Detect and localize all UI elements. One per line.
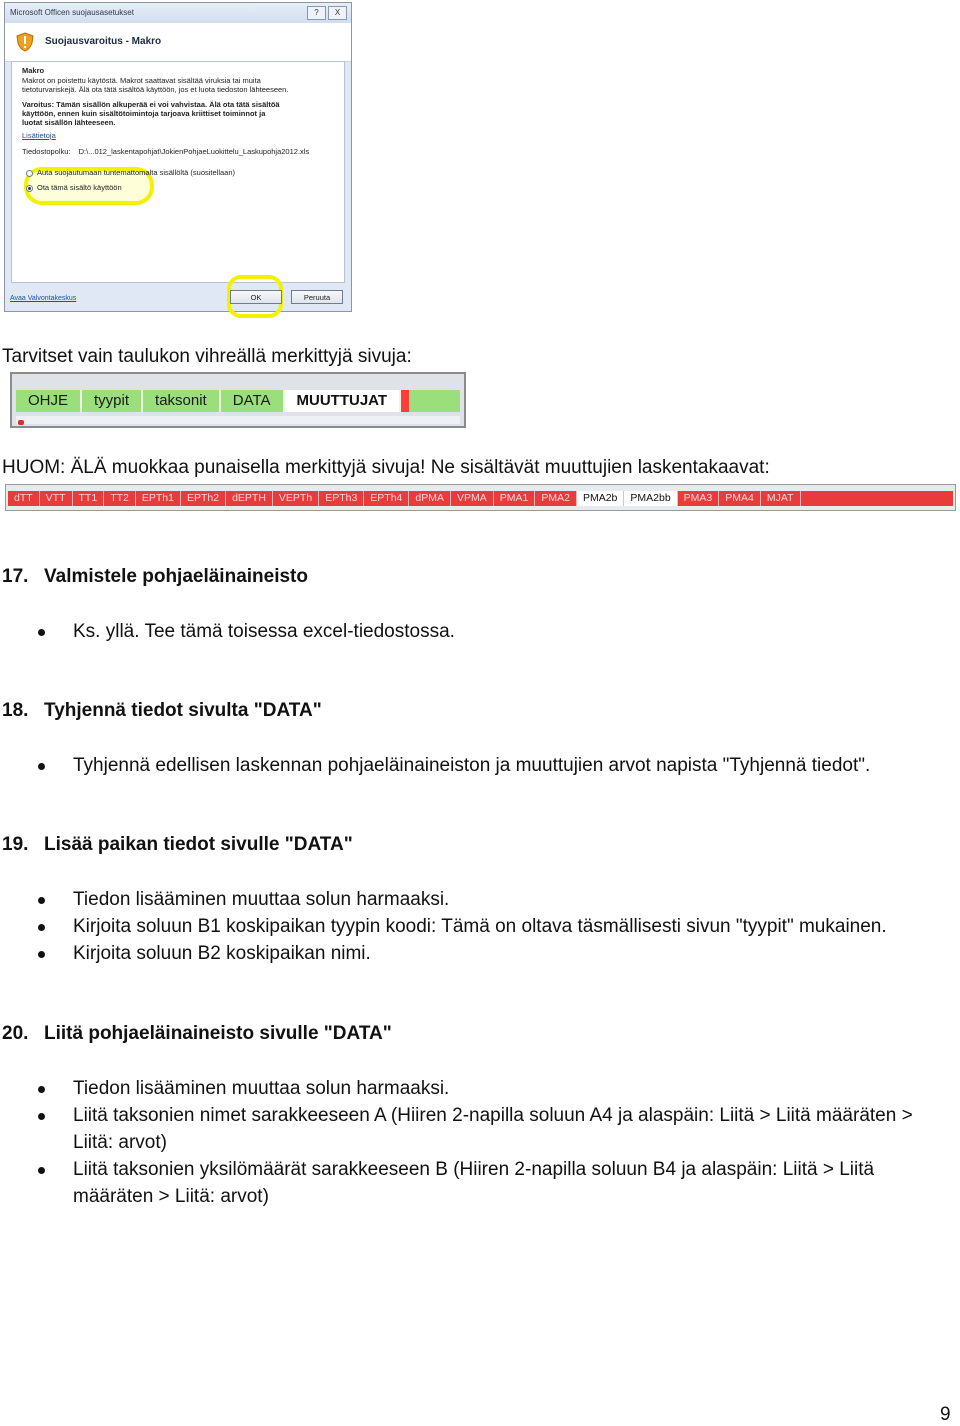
security-dialog-screenshot	[4, 2, 352, 312]
section-title: Tyhjennä tiedot sivulta "DATA"	[44, 700, 322, 721]
ok-button[interactable]: OK	[230, 290, 282, 304]
scrollbar-area	[16, 416, 460, 424]
dialog-window-title: Microsoft Officen suojausasetukset	[10, 8, 134, 17]
sheet-tab-pma2bb[interactable]: PMA2bb	[624, 491, 677, 506]
radio-label: Ota tämä sisältö käyttöön	[37, 183, 122, 192]
radio-button[interactable]	[26, 170, 33, 177]
radio-label: Auta suojautumaan tuntemattomalta sisällöltä (suositellaan)	[37, 168, 236, 177]
sheet-tab-depth[interactable]: dEPTH	[226, 491, 273, 506]
dialog-header	[5, 23, 351, 62]
close-button[interactable]: X	[328, 6, 347, 20]
section-title: Lisää paikan tiedot sivulle "DATA"	[44, 834, 353, 855]
section-17-bullets	[36, 618, 455, 645]
red-tab-row	[8, 491, 953, 506]
section-number: 19.	[2, 834, 29, 855]
section-heading-17	[2, 566, 308, 588]
section-title: Makro	[22, 66, 45, 75]
intro-text: Tarvitset vain taulukon vihreällä merkittyjä sivuja:	[2, 346, 412, 367]
file-path	[22, 147, 309, 157]
sheet-tab-epth3[interactable]: EPTh3	[319, 491, 364, 506]
bullet-item: Tyhjennä edellisen laskennan pohjaeläinaineiston ja muuttujien arvot napista "Tyhjennä tiedot".	[36, 752, 870, 779]
sheet-tab-data[interactable]: DATA	[221, 390, 285, 412]
sheet-tab-tt2[interactable]: TT2	[104, 491, 136, 506]
sheet-tab-ohje[interactable]: OHJE	[16, 390, 82, 412]
sheet-tab-pma1[interactable]: PMA1	[494, 491, 536, 506]
sheet-tab-muuttujat[interactable]: MUUTTUJAT	[285, 390, 402, 412]
sheet-tab-tt1[interactable]: TT1	[73, 491, 105, 506]
section-heading-19	[2, 834, 353, 856]
shield-warning-icon	[16, 32, 34, 52]
radio-option-protect[interactable]	[26, 168, 235, 178]
section-18-bullets	[36, 752, 870, 779]
record-icon	[18, 420, 24, 425]
section-number: 18.	[2, 700, 29, 721]
warning-line: luotat sisällön lähteeseen.	[22, 118, 116, 127]
section-heading-20	[2, 1023, 392, 1045]
warning-line: Varoitus: Tämän sisällön alkuperää ei voi vahvistaa. Älä ota tätä sisältöä	[22, 100, 280, 109]
bullet-item: Kirjoita soluun B2 koskipaikan nimi.	[36, 940, 887, 967]
section-20-bullets	[36, 1075, 956, 1210]
cancel-button[interactable]: Peruuta	[291, 290, 343, 304]
trust-center-link[interactable]: Avaa Valvontakeskus	[10, 295, 77, 302]
bullet-item: Tiedon lisääminen muuttaa solun harmaaksi.	[36, 1075, 956, 1102]
more-info-link[interactable]: Lisätietoja	[22, 131, 56, 140]
sheet-tab-pma2b[interactable]: PMA2b	[577, 491, 624, 506]
sheet-tab-taksonit[interactable]: taksonit	[143, 390, 221, 412]
radio-option-enable[interactable]	[26, 183, 122, 193]
section-19-bullets	[36, 886, 887, 967]
section-heading-18	[2, 700, 322, 722]
green-sheet-tabs-screenshot	[10, 372, 466, 428]
sheet-tab-pma2[interactable]: PMA2	[535, 491, 577, 506]
sheet-tab-epth4[interactable]: EPTh4	[364, 491, 409, 506]
warning-line: käyttöön, ennen kuin sisältötoimintoja tarjoava kriittiset toiminnot ja	[22, 109, 266, 118]
page-number: 9	[940, 1404, 951, 1425]
file-path-value: D:\...012_laskentapohjat\JokienPohjaeLuokittelu_Laskupohja2012.xls	[78, 147, 310, 156]
dialog-titlebar	[5, 3, 351, 23]
dialog-content-panel	[11, 61, 345, 283]
green-tab-row	[16, 390, 460, 412]
section-title: Liitä pohjaeläinaineisto sivulle "DATA"	[44, 1023, 392, 1044]
description-line: tietoturvariskejä. Älä ota tätä sisältöä käyttöön, jos et luota tiedoston lähteeseen.	[22, 85, 289, 94]
section-title: Valmistele pohjaeläinaineisto	[44, 566, 308, 587]
sheet-tab-tyypit[interactable]: tyypit	[82, 390, 143, 412]
help-button[interactable]: ?	[307, 6, 326, 20]
description-line: Makrot on poistettu käytöstä. Makrot saattavat sisältää viruksia tai muita	[22, 76, 261, 85]
section-number: 20.	[2, 1023, 29, 1044]
bullet-item: Liitä taksonien yksilömäärät sarakkeeseen B (Hiiren 2-napilla soluun B4 ja alaspäin: Liitä > Liitä määräten > Liitä: arvot)	[36, 1156, 956, 1210]
sheet-tab-pma3[interactable]: PMA3	[678, 491, 720, 506]
file-path-label: Tiedostopolku:	[22, 147, 71, 156]
bullet-item: Kirjoita soluun B1 koskipaikan tyypin koodi: Tämä on oltava täsmällisesti sivun "tyypit" mukainen.	[36, 913, 887, 940]
section-number: 17.	[2, 566, 29, 587]
sheet-tab-dtt[interactable]: dTT	[8, 491, 40, 506]
sheet-tab-epth1[interactable]: EPTh1	[136, 491, 181, 506]
sheet-tab-pma4[interactable]: PMA4	[719, 491, 761, 506]
red-sheet-tabs-screenshot	[5, 484, 956, 511]
bullet-item: Ks. yllä. Tee tämä toisessa excel-tiedostossa.	[36, 618, 455, 645]
radio-button-selected[interactable]	[26, 185, 33, 192]
sheet-tab-vtt[interactable]: VTT	[40, 491, 73, 506]
bullet-item: Liitä taksonien nimet sarakkeeseen A (Hiiren 2-napilla soluun A4 ja alaspäin: Liitä > Liitä määräten > Liitä: arvot)	[36, 1102, 956, 1156]
dialog-heading: Suojausvaroitus - Makro	[45, 36, 162, 47]
warning-text: HUOM: ÄLÄ muokkaa punaisella merkittyjä sivuja! Ne sisältävät muuttujien laskentakaavat:	[2, 457, 770, 478]
red-tab-edge	[401, 390, 409, 412]
sheet-tab-dpma[interactable]: dPMA	[409, 491, 451, 506]
bullet-item: Tiedon lisääminen muuttaa solun harmaaksi.	[36, 886, 887, 913]
sheet-tab-vpma[interactable]: VPMA	[451, 491, 494, 506]
sheet-tab-mjat[interactable]: MJAT	[761, 491, 801, 506]
sheet-tab-vepth[interactable]: VEPTh	[273, 491, 319, 506]
sheet-tab-epth2[interactable]: EPTh2	[181, 491, 226, 506]
